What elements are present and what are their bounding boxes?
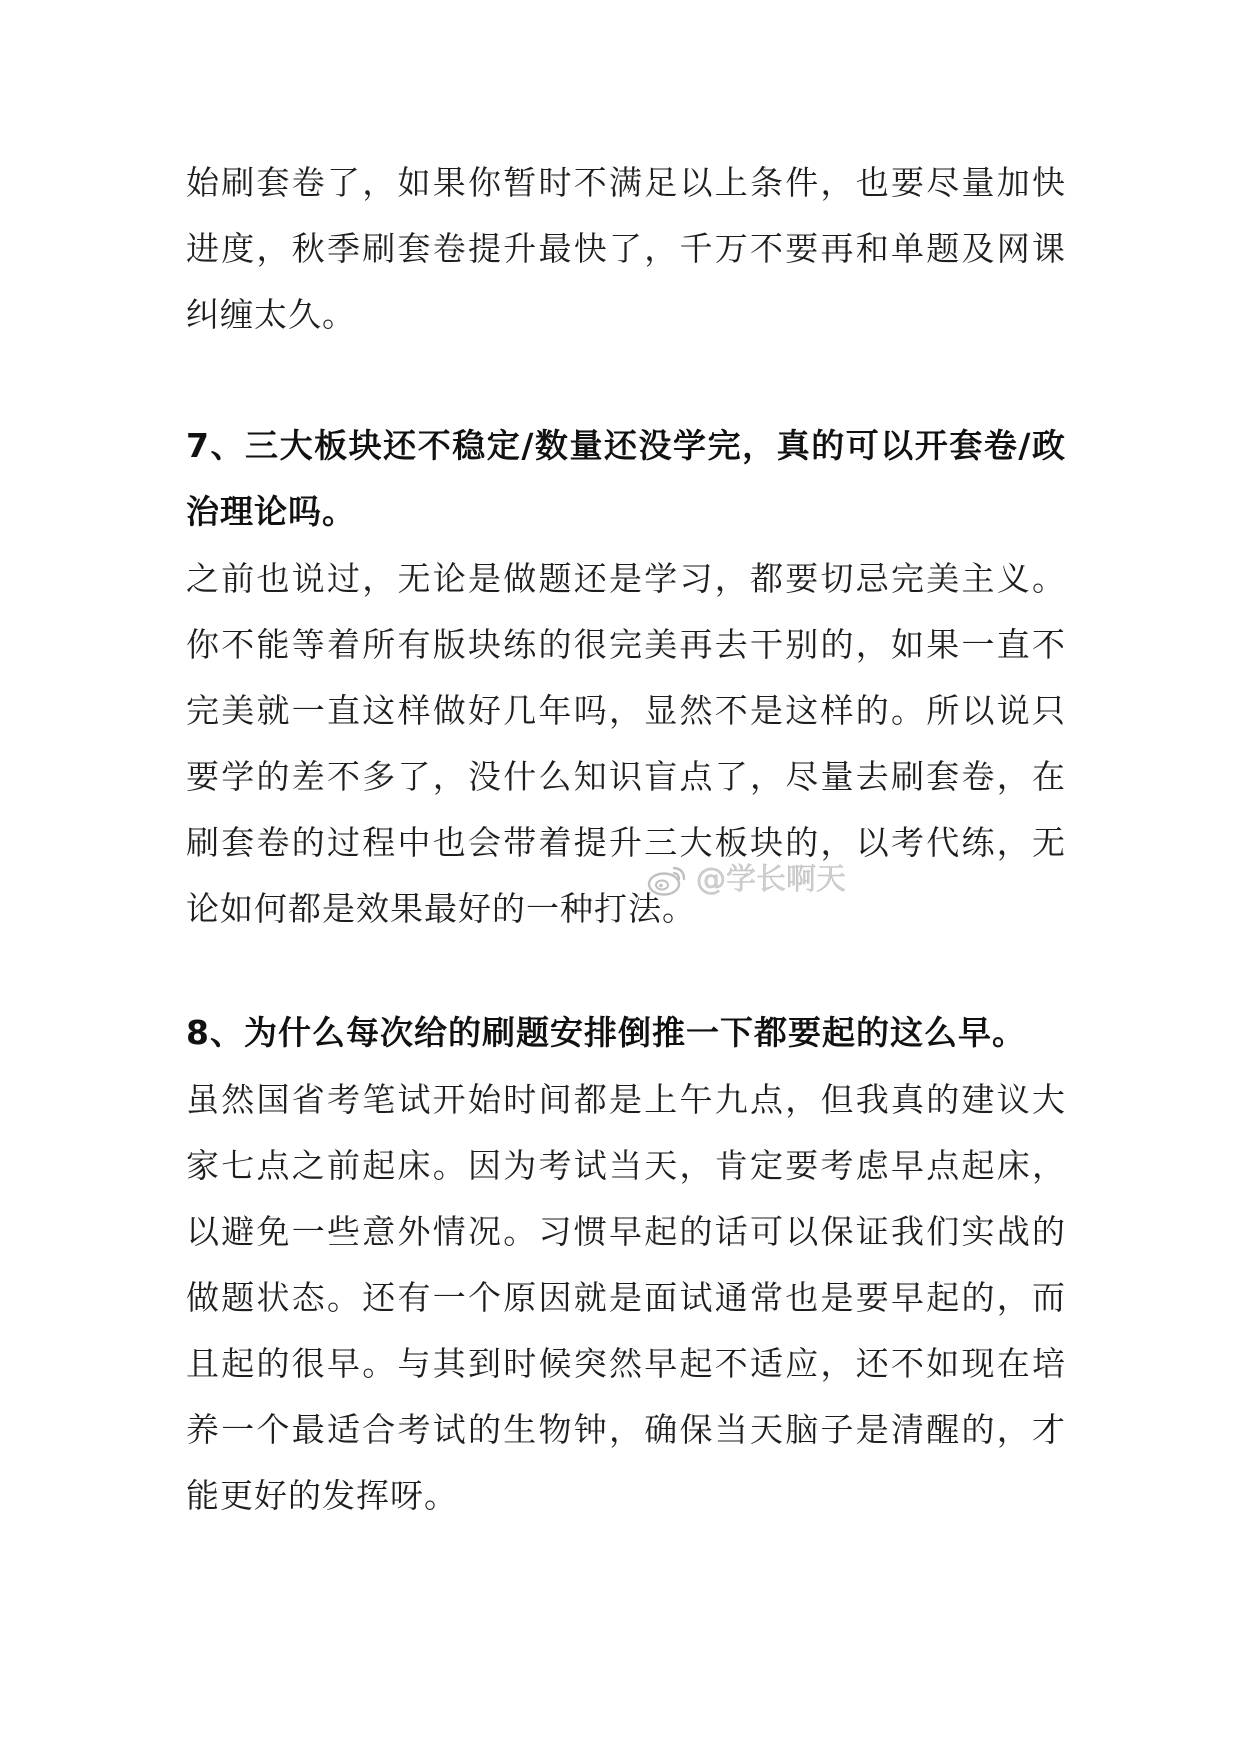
section-7-heading: 7、三大板块还不稳定/数量还没学完，真的可以开套卷/政治理论吗。 <box>186 426 1066 531</box>
section-8-body: 虽然国省考笔试开始时间都是上午九点，但我真的建议大家七点之前起床。因为考试当天，肯定要考虑早点起床，以避免一些意外情况。习惯早起的话可以保证我们实战的做题状态。还有一个原因就是面试通常也是要早起的，而且起的很早。与其到时候突然早起不适应，还不如现在培养一个最适合考试的生物钟，确保当天脑子是清醒的，才能更好的发挥呀。 <box>186 1080 1066 1515</box>
weibo-watermark <box>646 858 846 902</box>
watermark-text: @学长啊天 <box>696 862 846 897</box>
continued-paragraph: 始刷套卷了，如果你暂时不满足以上条件，也要尽量加快进度，秋季刷套卷提升最快了，千万不要再和单题及网课纠缠太久。 <box>186 163 1066 334</box>
weibo-logo-icon <box>646 863 688 897</box>
section-8-heading: 8、为什么每次给的刷题安排倒推一下都要起的这么早。 <box>186 1013 1026 1052</box>
section-7-body: 之前也说过，无论是做题还是学习，都要切忌完美主义。你不能等着所有版块练的很完美再去干别的，如果一直不完美就一直这样做好几年吗，显然不是这样的。所以说只要学的差不多了，没什么知识盲点了，尽量去刷套卷，在刷套卷的过程中也会带着提升三大板块的，以考代练，无论如何都是效果最好的一种打法。 <box>186 559 1066 928</box>
